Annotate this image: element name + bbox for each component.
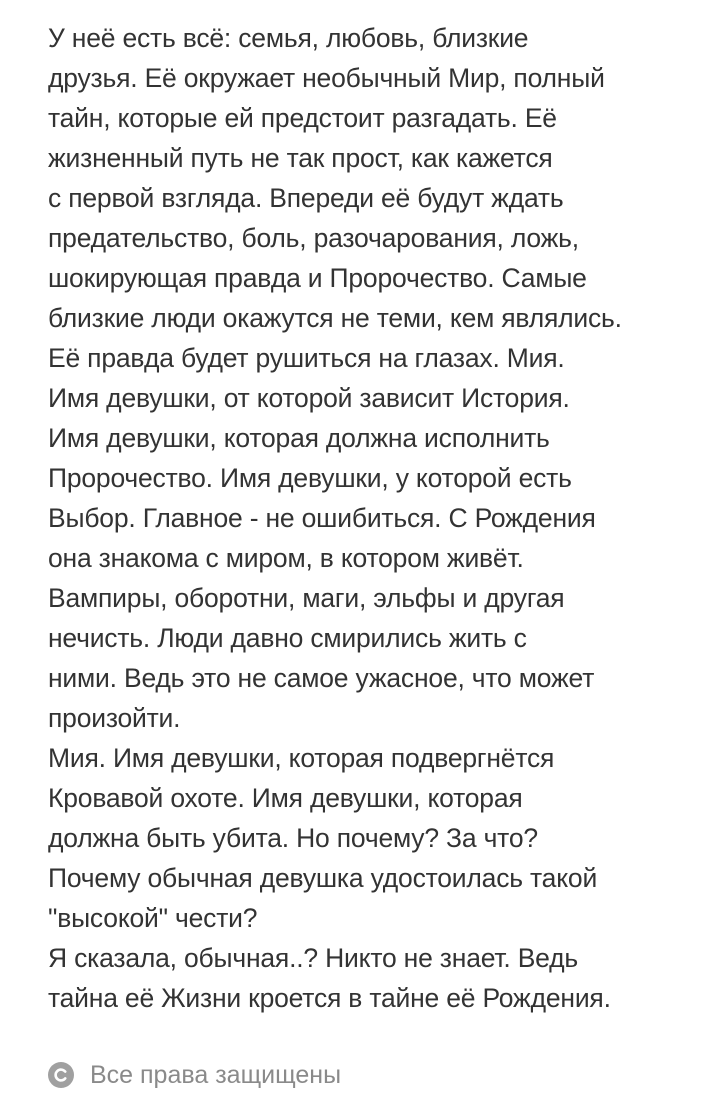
text-line: тайн, которые ей предстоит разгадать. Её xyxy=(48,103,557,133)
text-line: ними. Ведь это не самое ужасное, что может xyxy=(48,663,595,693)
text-line: с первой взгляда. Впереди её будут ждать xyxy=(48,183,564,213)
text-line: жизненный путь не так прост, как кажется xyxy=(48,143,553,173)
text-line: Выбор. Главное - не ошибиться. С Рождения xyxy=(48,503,596,533)
text-line: "высокой" чести? xyxy=(48,903,258,933)
text-line: друзья. Её окружает необычный Мир, полный xyxy=(48,63,605,93)
text-line: близкие люди окажутся не теми, кем являлись. xyxy=(48,303,622,333)
description-text xyxy=(48,18,708,1018)
text-line: Имя девушки, которая должна исполнить xyxy=(48,423,550,453)
text-line: Кровавой охоте. Имя девушки, которая xyxy=(48,783,523,813)
text-line: произойти. xyxy=(48,703,181,733)
text-line: тайна её Жизни кроется в тайне её Рождения. xyxy=(48,983,611,1013)
text-line: Имя девушки, от которой зависит История. xyxy=(48,383,570,413)
text-line: нечисть. Люди давно смирились жить с xyxy=(48,623,527,653)
text-line: Почему обычная девушка удостоилась такой xyxy=(48,863,598,893)
text-line: Вампиры, оборотни, маги, эльфы и другая xyxy=(48,583,565,613)
text-line: Мия. Имя девушки, которая подвергнётся xyxy=(48,743,555,773)
text-line: Её правда будет рушиться на глазах. Мия. xyxy=(48,343,565,373)
text-line: должна быть убита. Но почему? За что? xyxy=(48,823,538,853)
text-line: предательство, боль, разочарования, ложь, xyxy=(48,223,579,253)
text-line: Я сказала, обычная..? Никто не знает. Ведь xyxy=(48,943,579,973)
text-line: шокирующая правда и Пророчество. Самые xyxy=(48,263,587,293)
text-line: она знакома с миром, в котором живёт. xyxy=(48,543,524,573)
text-line: У неё есть всё: семья, любовь, близкие xyxy=(48,23,529,53)
text-line: Пророчество. Имя девушки, у которой есть xyxy=(48,463,572,493)
copyright-footer xyxy=(48,1055,341,1095)
copyright-icon xyxy=(48,1062,74,1088)
copyright-text: Все права защищены xyxy=(90,1060,342,1089)
